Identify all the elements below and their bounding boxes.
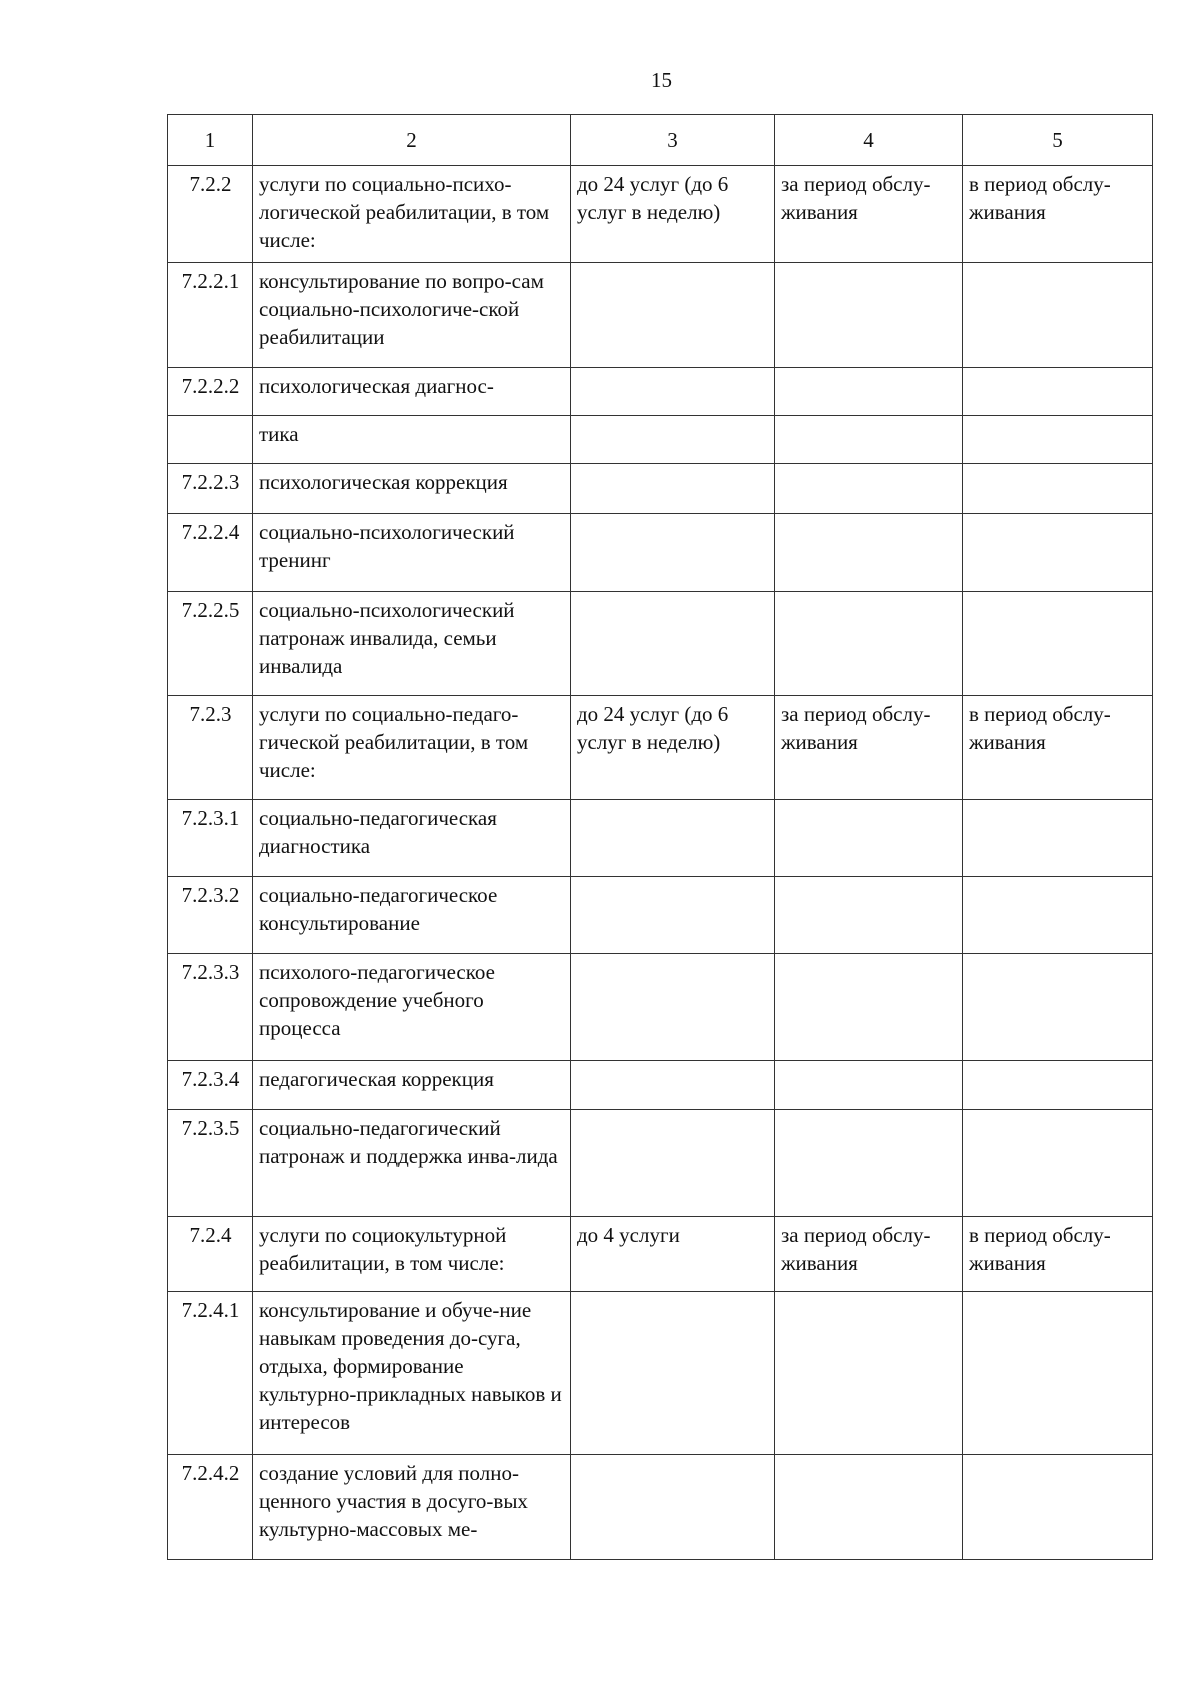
service-name-cell: тика [253, 416, 571, 464]
service-volume-cell: до 24 услуг (до 6 услуг в неделю) [571, 696, 775, 800]
row-number-cell: 7.2.2 [168, 166, 253, 263]
service-name-cell: социально-педагогическая диагностика [253, 800, 571, 877]
service-term-cell: в период обслу-живания [963, 166, 1153, 263]
service-term-cell [963, 464, 1153, 514]
row-number-cell: 7.2.3.1 [168, 800, 253, 877]
table-row [168, 1217, 1153, 1292]
table-row [168, 166, 1153, 263]
service-period-cell: за период обслу-живания [775, 166, 963, 263]
service-name-cell: социально-психологический патронаж инвалида, семьи инвалида [253, 592, 571, 696]
row-number-cell: 7.2.3 [168, 696, 253, 800]
row-number-cell [168, 416, 253, 464]
row-number-cell: 7.2.4 [168, 1217, 253, 1292]
service-period-cell [775, 416, 963, 464]
service-term-cell [963, 877, 1153, 954]
row-number-cell: 7.2.3.2 [168, 877, 253, 954]
service-name-cell: психологическая коррекция [253, 464, 571, 514]
service-volume-cell [571, 416, 775, 464]
row-number-cell: 7.2.2.1 [168, 263, 253, 368]
header-cell-5: 5 [963, 115, 1153, 166]
table-row [168, 263, 1153, 368]
service-volume-cell [571, 464, 775, 514]
service-period-cell [775, 1292, 963, 1455]
service-volume-cell [571, 954, 775, 1061]
service-name-cell: социально-педагогическое консультирование [253, 877, 571, 954]
row-number-cell: 7.2.4.2 [168, 1455, 253, 1560]
service-term-cell [963, 592, 1153, 696]
service-period-cell: за период обслу-живания [775, 696, 963, 800]
service-term-cell [963, 263, 1153, 368]
service-term-cell [963, 368, 1153, 416]
row-number-cell: 7.2.3.3 [168, 954, 253, 1061]
table-row [168, 592, 1153, 696]
service-volume-cell [571, 1292, 775, 1455]
service-volume-cell [571, 800, 775, 877]
table-header-row [168, 115, 1153, 166]
service-term-cell [963, 800, 1153, 877]
service-term-cell [963, 1455, 1153, 1560]
row-number-cell: 7.2.2.2 [168, 368, 253, 416]
service-period-cell [775, 877, 963, 954]
service-name-cell: психолого-педагогическое сопровождение учебного процесса [253, 954, 571, 1061]
header-cell-3: 3 [571, 115, 775, 166]
row-number-cell: 7.2.3.5 [168, 1110, 253, 1217]
service-name-cell: услуги по социально-педаго-гической реабилитации, в том числе: [253, 696, 571, 800]
service-name-cell: социально-психологический тренинг [253, 514, 571, 592]
table-row [168, 1110, 1153, 1217]
row-number-cell: 7.2.4.1 [168, 1292, 253, 1455]
table-row [168, 800, 1153, 877]
service-term-cell [963, 954, 1153, 1061]
service-period-cell [775, 263, 963, 368]
service-period-cell [775, 514, 963, 592]
service-period-cell [775, 1061, 963, 1110]
header-cell-2: 2 [253, 115, 571, 166]
service-name-cell: социально-педагогический патронаж и поддержка инва-лида [253, 1110, 571, 1217]
row-number-cell: 7.2.3.4 [168, 1061, 253, 1110]
service-term-cell [963, 1292, 1153, 1455]
table-row [168, 1292, 1153, 1455]
service-period-cell [775, 954, 963, 1061]
service-period-cell [775, 1110, 963, 1217]
service-name-cell: услуги по социально-психо-логической реабилитации, в том числе: [253, 166, 571, 263]
table-row [168, 877, 1153, 954]
table-row [168, 416, 1153, 464]
row-number-cell: 7.2.2.5 [168, 592, 253, 696]
service-term-cell [963, 1061, 1153, 1110]
service-name-cell: услуги по социокультурной реабилитации, в том числе: [253, 1217, 571, 1292]
service-name-cell: создание условий для полно-ценного участия в досуго-вых культурно-массовых ме- [253, 1455, 571, 1560]
header-cell-1: 1 [168, 115, 253, 166]
service-volume-cell [571, 592, 775, 696]
service-volume-cell [571, 263, 775, 368]
row-number-cell: 7.2.2.4 [168, 514, 253, 592]
table-row [168, 696, 1153, 800]
service-volume-cell [571, 1455, 775, 1560]
table-row [168, 1455, 1153, 1560]
service-term-cell: в период обслу-живания [963, 1217, 1153, 1292]
service-name-cell: консультирование по вопро-сам социально-психологиче-ской реабилитации [253, 263, 571, 368]
table-row [168, 954, 1153, 1061]
service-volume-cell: до 24 услуг (до 6 услуг в неделю) [571, 166, 775, 263]
service-period-cell [775, 592, 963, 696]
service-period-cell [775, 464, 963, 514]
service-term-cell: в период обслу-живания [963, 696, 1153, 800]
table-row [168, 514, 1153, 592]
service-name-cell: консультирование и обуче-ние навыкам проведения до-суга, отдыха, формирование культурно-прикладных навыков и интересов [253, 1292, 571, 1455]
table-row [168, 464, 1153, 514]
page-number: 15 [651, 68, 672, 92]
service-volume-cell [571, 514, 775, 592]
service-term-cell [963, 514, 1153, 592]
service-term-cell [963, 416, 1153, 464]
row-number-cell: 7.2.2.3 [168, 464, 253, 514]
service-volume-cell [571, 1110, 775, 1217]
service-volume-cell [571, 877, 775, 954]
service-volume-cell [571, 368, 775, 416]
table-row [168, 1061, 1153, 1110]
service-period-cell [775, 800, 963, 877]
service-volume-cell [571, 1061, 775, 1110]
service-period-cell [775, 1455, 963, 1560]
service-volume-cell: до 4 услуги [571, 1217, 775, 1292]
service-period-cell: за период обслу-живания [775, 1217, 963, 1292]
service-name-cell: педагогическая коррекция [253, 1061, 571, 1110]
service-term-cell [963, 1110, 1153, 1217]
header-cell-4: 4 [775, 115, 963, 166]
table-row [168, 368, 1153, 416]
services-table [167, 114, 1153, 1560]
service-name-cell: психологическая диагнос- [253, 368, 571, 416]
service-period-cell [775, 368, 963, 416]
